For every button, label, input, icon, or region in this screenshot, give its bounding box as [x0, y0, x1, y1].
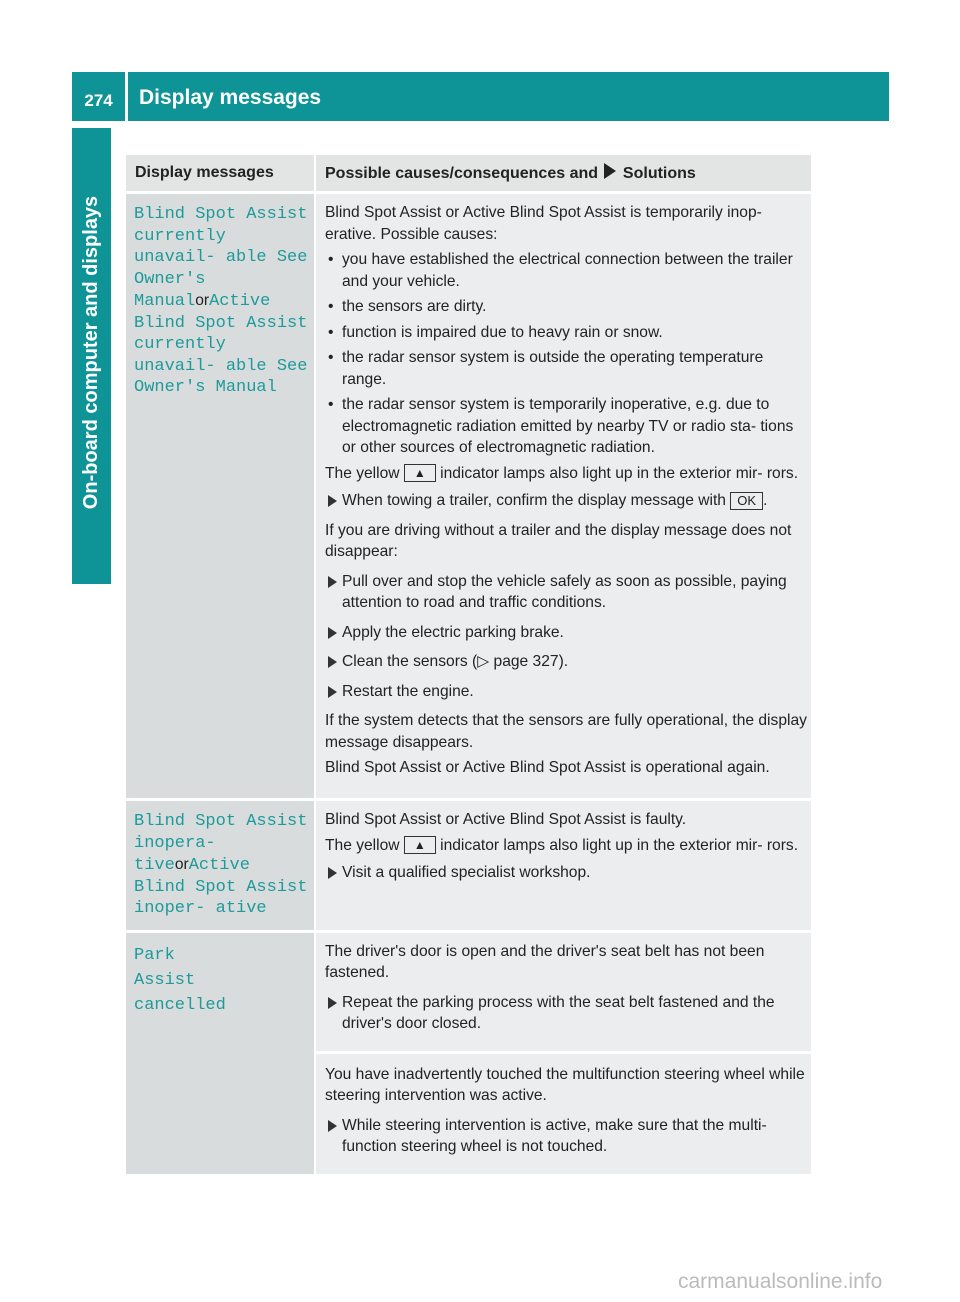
display-message-cell — [126, 931, 315, 1174]
display-message-text: Active Blind Spot Assist inoper‐ ative — [134, 856, 308, 918]
solution-step: When towing a trailer, confirm the display message with OK . — [325, 490, 807, 512]
table-header-row — [126, 155, 811, 193]
solution-step: Repeat the parking process with the seat belt fastened and the driver's door closed. — [325, 992, 807, 1035]
lamp-note: The yellow ▲ indicator lamps also light up in the exterior mir‐ rors. — [325, 836, 799, 854]
solution-step: Clean the sensors (▷ page 327). — [325, 651, 807, 673]
cause-bullet: • the sensors are dirty. — [328, 298, 487, 315]
page-title: Display messages — [139, 86, 322, 109]
col-header-solutions-label: Solutions — [622, 165, 696, 182]
lamp-note: The yellow ▲ indicator lamps also light up in the exterior mir‐ rors. — [325, 464, 799, 482]
cause-bullet: • function is impaired due to heavy rain or snow. — [328, 323, 663, 341]
step-arrow-icon — [328, 997, 337, 1009]
solution-step: While steering intervention is active, make sure that the multi‐ function steering wheel is not touched. — [325, 1115, 807, 1158]
col-header-causes: Possible causes/consequences and — [325, 165, 599, 182]
solution-step: Apply the electric parking brake. — [325, 622, 807, 644]
warning-lamp-icon: ▲ — [404, 836, 436, 854]
cause-bullet: • the radar sensor system is temporarily inoperative, e.g. due to electromagnetic radiation emitted by nearby TV or radio sta‐ tions or other sources of electromagnetic radiation. — [328, 396, 794, 456]
table-row — [126, 193, 811, 800]
step-arrow-icon — [328, 576, 337, 588]
cause-text: You have inadvertently touched the multifunction steering wheel while steering intervention was active. — [325, 1065, 805, 1104]
cause-bullet: • the radar sensor system is outside the operating temperature range. — [328, 349, 764, 388]
fault-text: Blind Spot Assist or Active Blind Spot Assist is faulty. — [325, 811, 687, 828]
cause-text: The driver's door is open and the driver's seat belt has not been fastened. — [325, 942, 765, 981]
solution-step: Restart the engine. — [325, 681, 807, 703]
warning-lamp-icon: ▲ — [404, 464, 436, 482]
side-tab-label-wrap — [72, 128, 111, 584]
display-message-text: Active Blind Spot Assist currently unavail‐ able See Owner's Manual — [134, 292, 308, 397]
solution-cell — [315, 800, 811, 932]
step-arrow-icon — [328, 1120, 337, 1132]
display-message-text: Blind Spot Assist inopera‐ tive — [134, 812, 308, 875]
solution-step: Visit a qualified specialist workshop. — [325, 862, 807, 884]
solution-cell — [315, 931, 811, 1052]
solution-cell — [315, 1052, 811, 1174]
ok-button-icon: OK — [730, 492, 763, 510]
or-connector: or — [174, 856, 189, 873]
side-tab-label: On-board computer and displays — [80, 195, 103, 509]
step-arrow-icon — [328, 867, 337, 879]
solution-cell — [315, 193, 811, 800]
table-row — [126, 931, 811, 1052]
outro-text: Blind Spot Assist or Active Blind Spot Assist is operational again. — [325, 759, 770, 776]
step-arrow-icon — [328, 627, 337, 639]
page-number: 274 — [84, 91, 113, 110]
step-arrow-icon — [328, 686, 337, 698]
or-connector: or — [195, 292, 210, 309]
outro-text: If the system detects that the sensors are fully operational, the display message disappears. — [325, 712, 807, 751]
col-header-solutions — [315, 155, 811, 193]
display-message-cell — [126, 800, 315, 932]
messages-table — [126, 155, 811, 1174]
display-message-text: Park Assist cancelled — [134, 945, 226, 1015]
cause-bullet: • you have established the electrical connection between the trailer and your vehicle. — [328, 251, 793, 290]
watermark: carmanualsonline.info — [678, 1270, 883, 1293]
arrow-right-icon — [604, 163, 616, 179]
header-separator — [125, 72, 128, 121]
no-trailer-note: If you are driving without a trailer and the display message does not disappear: — [325, 521, 792, 560]
table-row — [126, 800, 811, 932]
display-message-text: Blind Spot Assist currently unavail‐ able See Owner's Manual — [134, 205, 308, 311]
col-header-messages: Display messages — [126, 155, 315, 193]
step-arrow-icon — [328, 495, 337, 507]
cause-intro: Blind Spot Assist or Active Blind Spot Assist is temporarily inop‐ erative. Possible causes: — [325, 204, 762, 243]
step-arrow-icon — [328, 656, 337, 668]
display-message-cell — [126, 193, 315, 800]
solution-step: Pull over and stop the vehicle safely as soon as possible, paying attention to road and traffic conditions. — [325, 571, 807, 614]
